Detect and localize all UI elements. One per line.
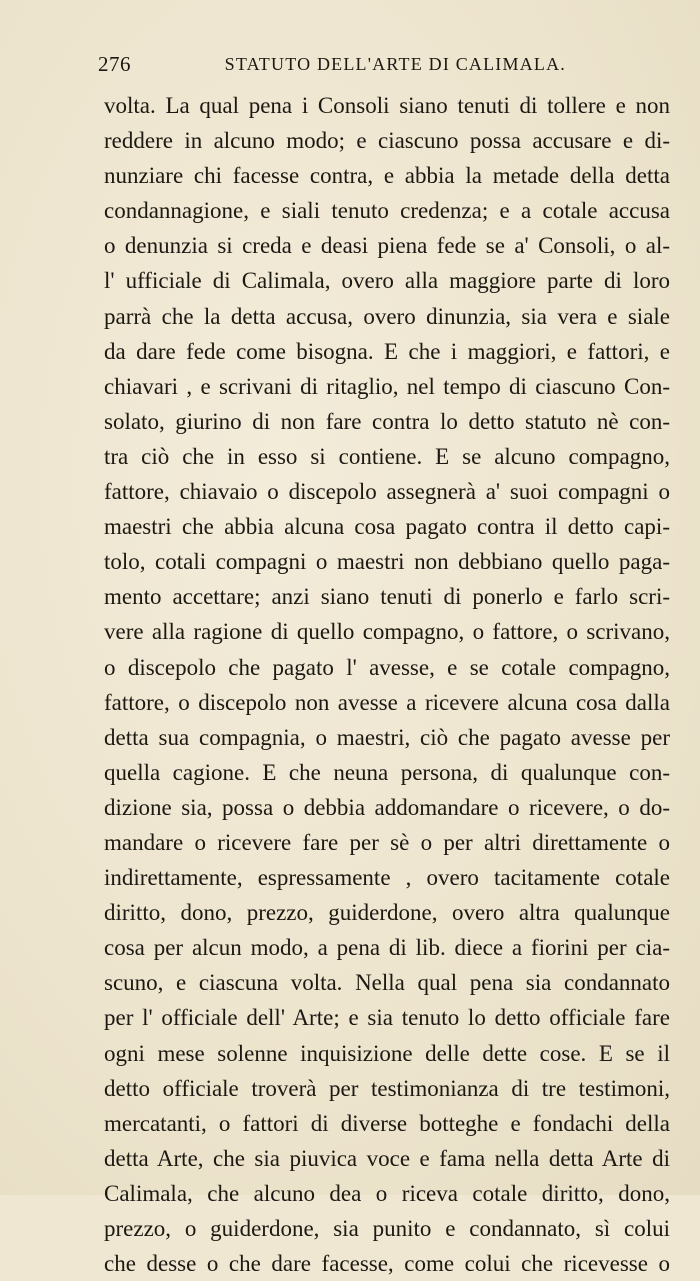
text-line: fattore, chiavaio o discepolo assegnerà a' suoi compagni o <box>104 479 670 505</box>
text-line: condannagione, e siali tenuto credenza; e a cotale accusa <box>104 198 670 224</box>
text-line: ogni mese solenne inquisizione delle dette cose. E se il <box>104 1040 670 1066</box>
text-line: mandare o ricevere fare per sè o per altri direttamente o <box>104 829 670 855</box>
text-line: detta sua compagnia, o maestri, ciò che pagato avesse per <box>104 724 670 750</box>
page-header <box>98 52 566 88</box>
text-line: che desse o che dare facesse, come colui che ricevesse o <box>104 1251 670 1277</box>
text-line: tra ciò che in esso si contiene. E se alcuno compagno, <box>104 443 670 469</box>
text-line: Calimala, che alcuno dea o riceva cotale diritto, dono, <box>104 1180 670 1206</box>
text-line: detta Arte, che sia piuvica voce e fama nella detta Arte di <box>104 1145 670 1171</box>
text-line: quella cagione. E che neuna persona, di qualunque con- <box>104 759 670 785</box>
text-line: l' ufficiale di Calimala, overo alla maggiore parte di loro <box>104 268 670 294</box>
text-line: maestri che abbia alcuna cosa pagato contra il detto capi- <box>104 514 670 540</box>
text-line: detto officiale troverà per testimonianza di tre testimoni, <box>104 1075 670 1101</box>
text-line: diritto, dono, prezzo, guiderdone, overo altra qualunque <box>104 900 670 926</box>
text-line: nunziare chi facesse contra, e abbia la metade della detta <box>104 163 670 189</box>
text-line: scuno, e ciascuna volta. Nella qual pena sia condannato <box>104 970 670 996</box>
text-line: mercatanti, o fattori di diverse botteghe e fondachi della <box>104 1110 670 1136</box>
text-line: o discepolo che pagato l' avesse, e se cotale compagno, <box>104 654 670 680</box>
running-title: STATUTO DELL'ARTE DI CALIMALA. <box>224 54 566 74</box>
text-line: vere alla ragione di quello compagno, o fattore, o scrivano, <box>104 619 670 645</box>
text-line: parrà che la detta accusa, overo dinunzia, sia vera e siale <box>104 303 670 329</box>
page-number: 276 <box>98 52 131 76</box>
text-line: chiavari , e scrivani di ritaglio, nel tempo di ciascuno Con- <box>104 373 670 399</box>
text-line: fattore, o discepolo non avesse a ricevere alcuna cosa dalla <box>104 689 670 715</box>
text-line: prezzo, o guiderdone, sia punito e condannato, sì colui <box>104 1216 670 1241</box>
text-line: tolo, cotali compagni o maestri non debbiano quello paga- <box>104 549 670 575</box>
text-line: o denunzia si creda e deasi piena fede se a' Consoli, o al- <box>104 233 670 259</box>
text-line: dizione sia, possa o debbia addomandare o ricevere, o do- <box>104 794 670 820</box>
text-line: da dare fede come bisogna. E che i maggiori, e fattori, e <box>104 338 670 364</box>
text-line: volta. La qual pena i Consoli siano tenuti di tollere e non <box>104 93 670 118</box>
body-text <box>104 88 670 1281</box>
text-line: mento accettare; anzi siano tenuti di ponerlo e farlo scri- <box>104 584 670 610</box>
text-line: per l' officiale dell' Arte; e sia tenuto lo detto officiale fare <box>104 1005 670 1031</box>
text-line: indirettamente, espressamente , overo tacitamente cotale <box>104 865 670 891</box>
text-line: cosa per alcun modo, a pena di lib. diece a fiorini per cia- <box>104 935 670 961</box>
text-line: solato, giurino di non fare contra lo detto statuto nè con- <box>104 408 670 434</box>
text-line: reddere in alcuno modo; e ciascuno possa accusare e di- <box>104 128 670 154</box>
